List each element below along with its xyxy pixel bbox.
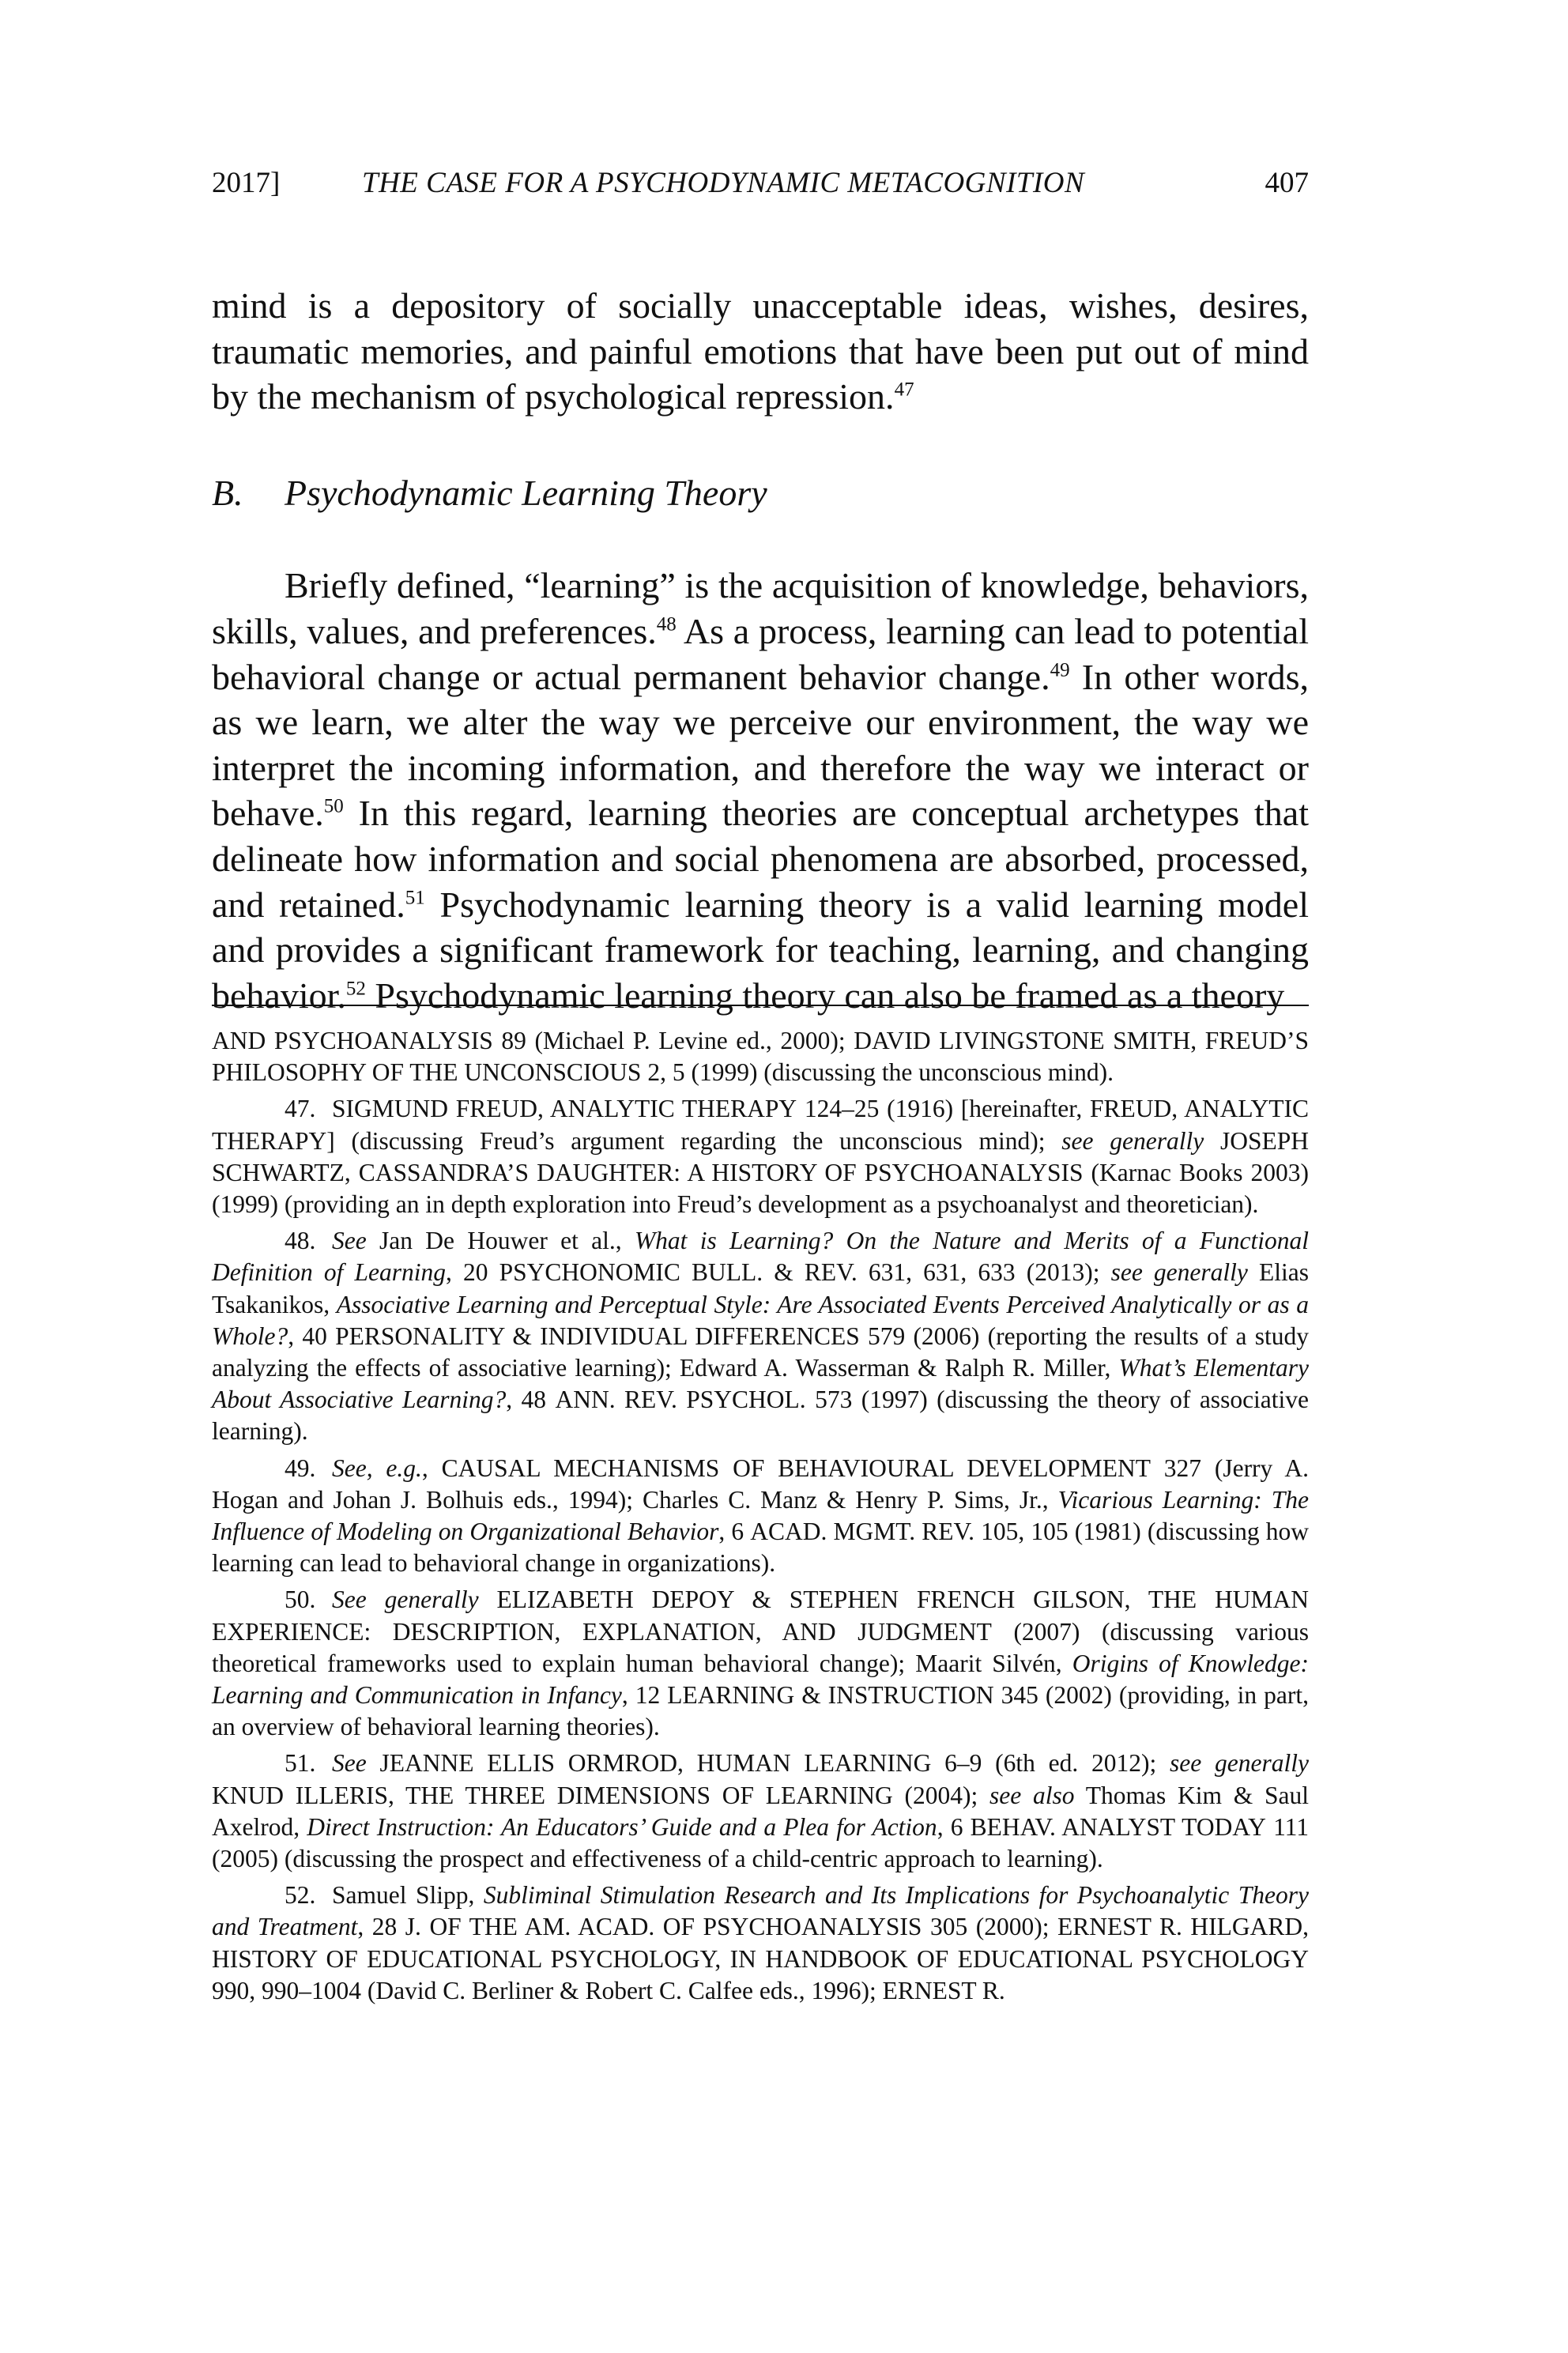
p2-sentence-6: Psychodynamic learning theory can also be framed as a theory [365, 975, 1285, 1016]
footnote-number: 48. [285, 1227, 316, 1255]
footnote-ref-51[interactable]: 51 [405, 887, 425, 909]
footnote-52: 52. Samuel Slipp, Subliminal Stimulation Research and Its Implications for Psychoanalytic Theory and Treatment, 28 J. OF THE AM. ACAD. OF PSYCHOANALYSIS 305 (2000); ERNEST R. HILGARD, HISTORY OF EDUCATIONAL PSYCHOLOGY, IN HANDBOOK OF EDUCATIONAL PSYCHOLOGY 990, 990–1004 (David C. Berliner & Robert C. Calfee eds., 1996); ERNEST R. [212, 1881, 1309, 2004]
footnote-number: 51. [285, 1749, 316, 1778]
footnote-51: 51. See JEANNE ELLIS ORMROD, HUMAN LEARNING 6–9 (6th ed. 2012); see generally KNUD ILLERIS, THE THREE DIMENSIONS OF LEARNING (2004); see also Thomas Kim & Saul Axelrod, Direct Instruction: An Educators’ Guide and a Plea for Action, 6 BEHAV. ANALYST TODAY 111 (2005) (discussing the prospect and effectiveness of a child-centric approach to learning). [212, 1749, 1310, 1873]
footnote-50: 50. See generally ELIZABETH DEPOY & STEPHEN FRENCH GILSON, THE HUMAN EXPERIENCE: DESCRIPTION, EXPLANATION, AND JUDGMENT (2007) (discussing various theoretical frameworks used to explain human behavioral change); Maarit Silvén, Origins of Knowledge: Learning and Communication in Infancy, 12 LEARNING & INSTRUCTION 345 (2002) (providing, in part, an overview of behavioral learning theories). [212, 1586, 1310, 1741]
footnote-ref-50[interactable]: 50 [323, 796, 344, 818]
footnote-number: 47. [285, 1095, 316, 1123]
footnote-49: 49. See, e.g., CAUSAL MECHANISMS OF BEHAVIOURAL DEVELOPMENT 327 (Jerry A. Hogan and Johan J. Bolhuis eds., 1994); Charles C. Manz & Henry P. Sims, Jr., Vicarious Learning: The Influence of Modeling on Organizational Behavior, 6 ACAD. MGMT. REV. 105, 105 (1981) (discussing how learning can lead to behavioral change in organizations). [212, 1454, 1310, 1578]
footnote-ref-47[interactable]: 47 [894, 379, 914, 401]
page-number: 407 [1265, 167, 1309, 199]
running-header [212, 166, 1309, 213]
footnote-ref-49[interactable]: 49 [1050, 659, 1070, 681]
paragraph-1-text: mind is a depository of socially unacceptable ideas, wishes, desires, traumatic memories, and painful emotions that have been put out of mind by the mechanism of psychological repression. [212, 285, 1309, 417]
footnote-carryover: AND PSYCHOANALYSIS 89 (Michael P. Levine ed., 2000); DAVID LIVINGSTONE SMITH, FREUD’S PHILOSOPHY OF THE UNCONSCIOUS 2, 5 (1999) (discussing the unconscious mind). [212, 1027, 1309, 1087]
section-letter: B. [212, 472, 243, 513]
p2-sentence-3: In other words, as we learn, we alter the way we perceive our environment, the way we interpret the incoming information, and therefore the way we interact or behave. [212, 656, 1309, 834]
main-text [212, 283, 1309, 1018]
p2-sentence-1: Briefly defined, “learning” is the acquisition of knowledge, behaviors, skills, values, and preferences. [212, 565, 1309, 651]
footnote-number: 52. [285, 1881, 316, 1910]
footnote-divider [212, 1005, 1309, 1006]
p2-sentence-5: Psychodynamic learning theory is a valid learning model and provides a significant framework for teaching, learning, and changing behavior. [212, 884, 1310, 1016]
footnote-number: 49. [285, 1454, 316, 1482]
header-title: THE CASE FOR A PSYCHODYNAMIC METACOGNITION [362, 167, 1085, 199]
p2-sentence-4: In this regard, learning theories are conceptual archetypes that delineate how information and social phenomena are absorbed, processed, and retained. [212, 793, 1309, 925]
footnotes [212, 1025, 1309, 2012]
footnote-ref-52[interactable]: 52 [345, 978, 366, 1000]
section-title: Psychodynamic Learning Theory [285, 472, 767, 513]
paragraph-2 [212, 563, 1309, 1018]
footnote-47: 47. SIGMUND FREUD, ANALYTIC THERAPY 124–25 (1916) [hereinafter, FREUD, ANALYTIC THERAPY] (discussing Freud’s argument regarding the unconscious mind); see generally JOSEPH SCHWARTZ, CASSANDRA’S DAUGHTER: A HISTORY OF PSYCHOANALYSIS (Karnac Books 2003) (1999) (providing an in depth exploration into Freud’s development as a psychoanalyst and theoretician). [212, 1095, 1310, 1219]
footnote-ref-48[interactable]: 48 [656, 613, 677, 635]
header-year: 2017] [212, 167, 281, 199]
footnote-48: 48. See Jan De Houwer et al., What is Learning? On the Nature and Merits of a Functional Definition of Learning, 20 PSYCHONOMIC BULL. & REV. 631, 631, 633 (2013); see generally Elias Tsakanikos, Associative Learning and Perceptual Style: Are Associated Events Perceived Analytically or as a Whole?, 40 PERSONALITY & INDIVIDUAL DIFFERENCES 579 (2006) (reporting the results of a study analyzing the effects of associative learning); Edward A. Wasserman & Ralph R. Miller, What’s Elementary About Associative Learning?, 48 ANN. REV. PSYCHOL. 573 (1997) (discussing the theory of associative learning). [212, 1227, 1310, 1446]
p2-sentence-2: As a process, learning can lead to potential behavioral change or actual permanent behavior change. [212, 610, 1309, 697]
footnote-number: 50. [285, 1586, 316, 1614]
section-heading [212, 470, 1309, 516]
paragraph-1 [212, 283, 1309, 420]
